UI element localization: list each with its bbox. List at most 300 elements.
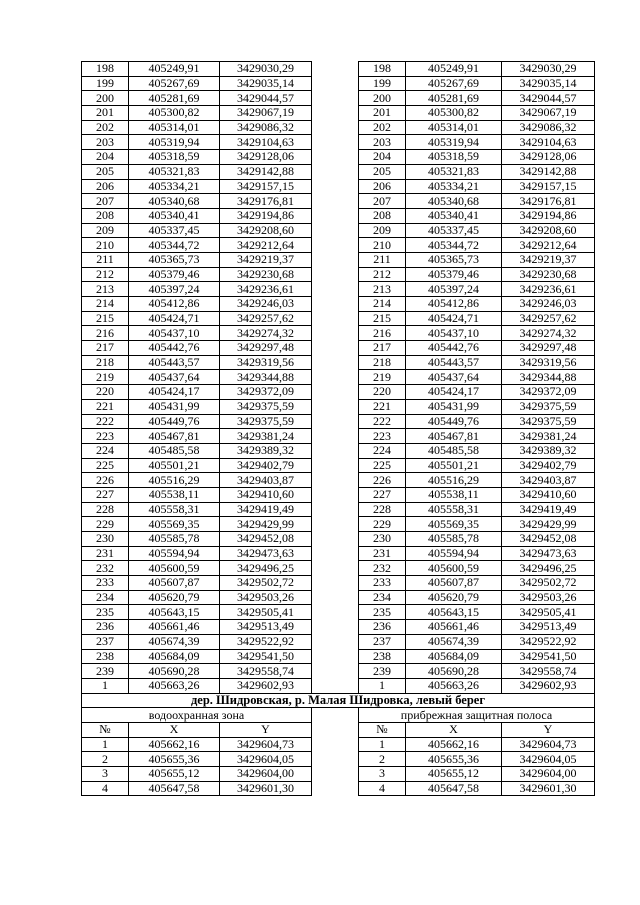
right-y-coordinate-cell: 3429246,03	[502, 297, 595, 312]
table-row	[82, 664, 595, 679]
right-x-coordinate-cell: 405300,82	[406, 106, 502, 121]
table-row	[82, 76, 595, 91]
left-y-coordinate-cell: 3429473,63	[220, 546, 312, 561]
right-x-coordinate-cell: 405340,68	[406, 194, 502, 209]
left-point-number-cell: 204	[82, 150, 129, 165]
right-point-number-cell: 236	[359, 620, 406, 635]
left-y-coordinate-cell: 3429230,68	[220, 267, 312, 282]
column-gap	[312, 664, 359, 679]
left-point-number-cell: 231	[82, 546, 129, 561]
right-x-coordinate-cell: 405379,46	[406, 267, 502, 282]
left-x-coordinate-cell: 405281,69	[129, 91, 220, 106]
column-gap	[312, 414, 359, 429]
right-point-number-cell: 212	[359, 267, 406, 282]
left-x-coordinate-cell: 405661,46	[129, 620, 220, 635]
right-point-number-cell: 230	[359, 532, 406, 547]
left-point-number-cell: 214	[82, 297, 129, 312]
left-x-coordinate-cell: 405569,35	[129, 517, 220, 532]
right-y-coordinate-cell: 3429212,64	[502, 238, 595, 253]
column-gap	[312, 458, 359, 473]
left-y-coordinate-cell: 3429274,32	[220, 326, 312, 341]
left-y-coordinate-cell: 3429104,63	[220, 135, 312, 150]
right-y-coordinate-cell: 3429403,87	[502, 473, 595, 488]
right-point-number-cell: 218	[359, 355, 406, 370]
right-point-number-cell: 4	[359, 781, 406, 796]
left-y-coordinate-cell: 3429419,49	[220, 502, 312, 517]
left-x-coordinate-cell: 405594,94	[129, 546, 220, 561]
right-number-header: №	[359, 722, 406, 737]
column-gap	[312, 326, 359, 341]
table-row	[82, 135, 595, 150]
right-x-coordinate-cell: 405620,79	[406, 590, 502, 605]
right-point-number-cell: 1	[359, 737, 406, 752]
right-point-number-cell: 223	[359, 429, 406, 444]
table-row	[82, 532, 595, 547]
left-x-coordinate-cell: 405442,76	[129, 341, 220, 356]
left-x-coordinate-cell: 405643,15	[129, 605, 220, 620]
left-point-number-cell: 4	[82, 781, 129, 796]
left-y-coordinate-cell: 3429604,73	[220, 737, 312, 752]
right-point-number-cell: 198	[359, 62, 406, 77]
right-y-coordinate-cell: 3429541,50	[502, 649, 595, 664]
column-gap	[312, 737, 359, 752]
column-gap	[312, 590, 359, 605]
table-row	[82, 120, 595, 135]
left-x-coordinate-cell: 405340,68	[129, 194, 220, 209]
right-x-coordinate-cell: 405569,35	[406, 517, 502, 532]
right-y-coordinate-cell: 3429419,49	[502, 502, 595, 517]
right-y-coordinate-cell: 3429086,32	[502, 120, 595, 135]
left-x-coordinate-cell: 405318,59	[129, 150, 220, 165]
column-gap	[312, 135, 359, 150]
left-point-number-cell: 212	[82, 267, 129, 282]
left-point-number-cell: 238	[82, 649, 129, 664]
right-point-number-cell: 231	[359, 546, 406, 561]
table-row	[82, 473, 595, 488]
right-x-coordinate-cell: 405585,78	[406, 532, 502, 547]
left-point-number-cell: 229	[82, 517, 129, 532]
left-x-coordinate-cell: 405620,79	[129, 590, 220, 605]
left-y-coordinate-cell: 3429044,57	[220, 91, 312, 106]
left-point-number-cell: 239	[82, 664, 129, 679]
left-y-coordinate-cell: 3429128,06	[220, 150, 312, 165]
right-x-coordinate-cell: 405365,73	[406, 252, 502, 267]
left-y-coordinate-cell: 3429246,03	[220, 297, 312, 312]
right-point-number-cell: 234	[359, 590, 406, 605]
right-y-coordinate-cell: 3429176,81	[502, 194, 595, 209]
right-x-coordinate-cell: 405449,76	[406, 414, 502, 429]
left-y-coordinate-cell: 3429372,09	[220, 385, 312, 400]
column-gap	[312, 517, 359, 532]
left-y-coordinate-cell: 3429402,79	[220, 458, 312, 473]
column-gap	[312, 399, 359, 414]
column-gap	[312, 605, 359, 620]
right-point-number-cell: 224	[359, 443, 406, 458]
column-gap	[312, 634, 359, 649]
column-gap	[312, 473, 359, 488]
left-point-number-cell: 217	[82, 341, 129, 356]
left-x-coordinate-cell: 405655,12	[129, 767, 220, 782]
left-point-number-cell: 237	[82, 634, 129, 649]
left-x-coordinate-cell: 405663,26	[129, 678, 220, 693]
left-x-coordinate-cell: 405437,64	[129, 370, 220, 385]
right-point-number-cell: 204	[359, 150, 406, 165]
right-x-coordinate-cell: 405516,29	[406, 473, 502, 488]
table-row	[82, 414, 595, 429]
right-y-coordinate-cell: 3429452,08	[502, 532, 595, 547]
right-point-number-cell: 2	[359, 752, 406, 767]
table-row	[82, 752, 595, 767]
right-x-coordinate-cell: 405607,87	[406, 576, 502, 591]
table-row	[82, 91, 595, 106]
left-x-coordinate-cell: 405431,99	[129, 399, 220, 414]
left-point-number-cell: 228	[82, 502, 129, 517]
right-x-coordinate-cell: 405321,83	[406, 164, 502, 179]
right-y-coordinate-cell: 3429236,61	[502, 282, 595, 297]
right-y-coordinate-cell: 3429257,62	[502, 311, 595, 326]
right-point-number-cell: 239	[359, 664, 406, 679]
left-point-number-cell: 227	[82, 487, 129, 502]
right-point-number-cell: 220	[359, 385, 406, 400]
left-x-coordinate-cell: 405379,46	[129, 267, 220, 282]
right-y-coordinate-cell: 3429604,00	[502, 767, 595, 782]
right-y-coordinate-cell: 3429522,92	[502, 634, 595, 649]
right-y-coordinate-cell: 3429402,79	[502, 458, 595, 473]
column-gap	[312, 238, 359, 253]
right-y-coordinate-cell: 3429157,15	[502, 179, 595, 194]
left-x-coordinate-cell: 405365,73	[129, 252, 220, 267]
left-x-coordinate-cell: 405424,17	[129, 385, 220, 400]
left-number-header: №	[82, 722, 129, 737]
left-point-number-cell: 200	[82, 91, 129, 106]
right-point-number-cell: 228	[359, 502, 406, 517]
left-y-coordinate-cell: 3429522,92	[220, 634, 312, 649]
left-y-coordinate-cell: 3429297,48	[220, 341, 312, 356]
column-gap	[312, 532, 359, 547]
left-y-coordinate-cell: 3429604,00	[220, 767, 312, 782]
section-title: дер. Шидровская, р. Малая Шидровка, левый берег	[82, 693, 595, 708]
right-y-coordinate-cell: 3429601,30	[502, 781, 595, 796]
left-point-number-cell: 220	[82, 385, 129, 400]
left-y-coordinate-cell: 3429208,60	[220, 223, 312, 238]
left-y-coordinate-cell: 3429502,72	[220, 576, 312, 591]
left-point-number-cell: 206	[82, 179, 129, 194]
right-y-coordinate-cell: 3429502,72	[502, 576, 595, 591]
column-gap	[312, 708, 359, 723]
right-point-number-cell: 211	[359, 252, 406, 267]
right-point-number-cell: 199	[359, 76, 406, 91]
right-y-coordinate-cell: 3429372,09	[502, 385, 595, 400]
right-x-coordinate-cell: 405442,76	[406, 341, 502, 356]
right-point-number-cell: 201	[359, 106, 406, 121]
column-gap	[312, 355, 359, 370]
right-x-coordinate-cell: 405412,86	[406, 297, 502, 312]
left-x-coordinate-cell: 405340,41	[129, 208, 220, 223]
left-point-number-cell: 218	[82, 355, 129, 370]
left-point-number-cell: 2	[82, 752, 129, 767]
right-x-header: X	[406, 722, 502, 737]
table-row	[82, 590, 595, 605]
left-point-number-cell: 199	[82, 76, 129, 91]
left-point-number-cell: 202	[82, 120, 129, 135]
table-row	[82, 502, 595, 517]
column-gap	[312, 194, 359, 209]
right-point-number-cell: 202	[359, 120, 406, 135]
table-row	[82, 297, 595, 312]
right-x-coordinate-cell: 405661,46	[406, 620, 502, 635]
left-y-coordinate-cell: 3429319,56	[220, 355, 312, 370]
left-x-coordinate-cell: 405314,01	[129, 120, 220, 135]
right-x-coordinate-cell: 405249,91	[406, 62, 502, 77]
column-gap	[312, 443, 359, 458]
column-gap	[312, 267, 359, 282]
column-gap	[312, 208, 359, 223]
right-y-header: Y	[502, 722, 595, 737]
right-y-coordinate-cell: 3429381,24	[502, 429, 595, 444]
right-point-number-cell: 226	[359, 473, 406, 488]
table-row	[82, 576, 595, 591]
left-x-coordinate-cell: 405443,57	[129, 355, 220, 370]
left-y-coordinate-cell: 3429236,61	[220, 282, 312, 297]
right-x-coordinate-cell: 405674,39	[406, 634, 502, 649]
left-x-coordinate-cell: 405485,58	[129, 443, 220, 458]
right-y-coordinate-cell: 3429104,63	[502, 135, 595, 150]
table-row	[82, 179, 595, 194]
left-x-coordinate-cell: 405684,09	[129, 649, 220, 664]
column-gap	[312, 179, 359, 194]
right-point-number-cell: 237	[359, 634, 406, 649]
right-y-coordinate-cell: 3429035,14	[502, 76, 595, 91]
left-point-number-cell: 225	[82, 458, 129, 473]
left-y-coordinate-cell: 3429257,62	[220, 311, 312, 326]
right-x-coordinate-cell: 405344,72	[406, 238, 502, 253]
left-point-number-cell: 230	[82, 532, 129, 547]
table-row	[82, 458, 595, 473]
right-x-coordinate-cell: 405684,09	[406, 649, 502, 664]
right-x-coordinate-cell: 405424,71	[406, 311, 502, 326]
right-point-number-cell: 214	[359, 297, 406, 312]
table-row	[82, 370, 595, 385]
right-point-number-cell: 205	[359, 164, 406, 179]
table-row	[82, 385, 595, 400]
column-gap	[312, 91, 359, 106]
right-point-number-cell: 3	[359, 767, 406, 782]
right-x-coordinate-cell: 405397,24	[406, 282, 502, 297]
right-x-coordinate-cell: 405655,12	[406, 767, 502, 782]
table-row	[82, 487, 595, 502]
right-point-number-cell: 232	[359, 561, 406, 576]
left-point-number-cell: 222	[82, 414, 129, 429]
column-gap	[312, 164, 359, 179]
left-point-number-cell: 208	[82, 208, 129, 223]
column-gap	[312, 722, 359, 737]
left-point-number-cell: 215	[82, 311, 129, 326]
table-row	[82, 561, 595, 576]
left-y-coordinate-cell: 3429142,88	[220, 164, 312, 179]
left-point-number-cell: 223	[82, 429, 129, 444]
table-row	[82, 326, 595, 341]
right-y-coordinate-cell: 3429219,37	[502, 252, 595, 267]
right-point-number-cell: 229	[359, 517, 406, 532]
right-x-coordinate-cell: 405319,94	[406, 135, 502, 150]
right-x-coordinate-cell: 405663,26	[406, 678, 502, 693]
left-y-coordinate-cell: 3429194,86	[220, 208, 312, 223]
right-point-number-cell: 207	[359, 194, 406, 209]
left-y-coordinate-cell: 3429176,81	[220, 194, 312, 209]
left-x-coordinate-cell: 405662,16	[129, 737, 220, 752]
left-x-coordinate-cell: 405321,83	[129, 164, 220, 179]
left-point-number-cell: 219	[82, 370, 129, 385]
right-x-coordinate-cell: 405337,45	[406, 223, 502, 238]
right-x-coordinate-cell: 405314,01	[406, 120, 502, 135]
left-y-coordinate-cell: 3429541,50	[220, 649, 312, 664]
column-gap	[312, 546, 359, 561]
right-x-coordinate-cell: 405647,58	[406, 781, 502, 796]
right-x-coordinate-cell: 405643,15	[406, 605, 502, 620]
right-x-coordinate-cell: 405485,58	[406, 443, 502, 458]
column-gap	[312, 429, 359, 444]
right-y-coordinate-cell: 3429044,57	[502, 91, 595, 106]
table-row	[82, 634, 595, 649]
right-y-coordinate-cell: 3429230,68	[502, 267, 595, 282]
table-row	[82, 429, 595, 444]
left-y-coordinate-cell: 3429212,64	[220, 238, 312, 253]
column-gap	[312, 385, 359, 400]
left-x-coordinate-cell: 405690,28	[129, 664, 220, 679]
coastal-protective-strip-label: прибрежная защитная полоса	[359, 708, 595, 723]
right-x-coordinate-cell: 405340,41	[406, 208, 502, 223]
table-row	[82, 546, 595, 561]
table-row	[82, 238, 595, 253]
right-x-coordinate-cell: 405318,59	[406, 150, 502, 165]
table-row	[82, 767, 595, 782]
column-gap	[312, 150, 359, 165]
right-x-coordinate-cell: 405600,59	[406, 561, 502, 576]
left-x-coordinate-cell: 405600,59	[129, 561, 220, 576]
left-y-coordinate-cell: 3429558,74	[220, 664, 312, 679]
table-row	[82, 106, 595, 121]
left-point-number-cell: 232	[82, 561, 129, 576]
left-x-coordinate-cell: 405319,94	[129, 135, 220, 150]
left-y-coordinate-cell: 3429389,32	[220, 443, 312, 458]
left-x-coordinate-cell: 405249,91	[129, 62, 220, 77]
table-row	[82, 399, 595, 414]
table-row	[82, 605, 595, 620]
left-y-coordinate-cell: 3429157,15	[220, 179, 312, 194]
left-y-coordinate-cell: 3429219,37	[220, 252, 312, 267]
table-row	[82, 164, 595, 179]
left-point-number-cell: 203	[82, 135, 129, 150]
right-y-coordinate-cell: 3429389,32	[502, 443, 595, 458]
left-y-coordinate-cell: 3429035,14	[220, 76, 312, 91]
left-x-coordinate-cell: 405337,45	[129, 223, 220, 238]
right-point-number-cell: 208	[359, 208, 406, 223]
column-header-row	[82, 722, 595, 737]
right-point-number-cell: 235	[359, 605, 406, 620]
right-x-coordinate-cell: 405334,21	[406, 179, 502, 194]
column-gap	[312, 678, 359, 693]
column-gap	[312, 341, 359, 356]
column-gap	[312, 752, 359, 767]
left-y-coordinate-cell: 3429381,24	[220, 429, 312, 444]
right-y-coordinate-cell: 3429496,25	[502, 561, 595, 576]
right-y-coordinate-cell: 3429602,93	[502, 678, 595, 693]
column-gap	[312, 297, 359, 312]
right-y-coordinate-cell: 3429344,88	[502, 370, 595, 385]
right-y-coordinate-cell: 3429067,19	[502, 106, 595, 121]
column-gap	[312, 781, 359, 796]
left-point-number-cell: 1	[82, 737, 129, 752]
left-point-number-cell: 210	[82, 238, 129, 253]
left-x-coordinate-cell: 405647,58	[129, 781, 220, 796]
left-point-number-cell: 211	[82, 252, 129, 267]
right-y-coordinate-cell: 3429375,59	[502, 414, 595, 429]
table-row	[82, 678, 595, 693]
right-y-coordinate-cell: 3429513,49	[502, 620, 595, 635]
right-y-coordinate-cell: 3429410,60	[502, 487, 595, 502]
table-row	[82, 208, 595, 223]
table-row	[82, 341, 595, 356]
column-gap	[312, 370, 359, 385]
left-x-coordinate-cell: 405397,24	[129, 282, 220, 297]
right-y-coordinate-cell: 3429429,99	[502, 517, 595, 532]
water-protection-zone-label: водоохранная зона	[82, 708, 312, 723]
left-point-number-cell: 198	[82, 62, 129, 77]
right-point-number-cell: 222	[359, 414, 406, 429]
left-point-number-cell: 207	[82, 194, 129, 209]
left-point-number-cell: 205	[82, 164, 129, 179]
left-y-coordinate-cell: 3429403,87	[220, 473, 312, 488]
table-row	[82, 781, 595, 796]
right-y-coordinate-cell: 3429274,32	[502, 326, 595, 341]
table-row	[82, 355, 595, 370]
table-row	[82, 150, 595, 165]
right-x-coordinate-cell: 405655,36	[406, 752, 502, 767]
left-x-coordinate-cell: 405334,21	[129, 179, 220, 194]
right-point-number-cell: 1	[359, 678, 406, 693]
left-x-coordinate-cell: 405449,76	[129, 414, 220, 429]
left-point-number-cell: 233	[82, 576, 129, 591]
left-x-coordinate-cell: 405585,78	[129, 532, 220, 547]
column-gap	[312, 487, 359, 502]
right-x-coordinate-cell: 405437,10	[406, 326, 502, 341]
table-row	[82, 443, 595, 458]
left-x-coordinate-cell: 405607,87	[129, 576, 220, 591]
right-point-number-cell: 213	[359, 282, 406, 297]
right-x-coordinate-cell: 405437,64	[406, 370, 502, 385]
left-y-coordinate-cell: 3429602,93	[220, 678, 312, 693]
left-y-coordinate-cell: 3429452,08	[220, 532, 312, 547]
table-row	[82, 267, 595, 282]
left-point-number-cell: 236	[82, 620, 129, 635]
left-x-coordinate-cell: 405501,21	[129, 458, 220, 473]
right-point-number-cell: 209	[359, 223, 406, 238]
right-x-coordinate-cell: 405662,16	[406, 737, 502, 752]
coordinates-table	[81, 61, 595, 796]
left-x-coordinate-cell: 405516,29	[129, 473, 220, 488]
right-y-coordinate-cell: 3429473,63	[502, 546, 595, 561]
right-point-number-cell: 200	[359, 91, 406, 106]
table-row	[82, 223, 595, 238]
right-point-number-cell: 219	[359, 370, 406, 385]
right-point-number-cell: 238	[359, 649, 406, 664]
left-x-coordinate-cell: 405344,72	[129, 238, 220, 253]
right-point-number-cell: 221	[359, 399, 406, 414]
right-y-coordinate-cell: 3429142,88	[502, 164, 595, 179]
left-point-number-cell: 3	[82, 767, 129, 782]
table-row	[82, 517, 595, 532]
left-y-coordinate-cell: 3429375,59	[220, 414, 312, 429]
